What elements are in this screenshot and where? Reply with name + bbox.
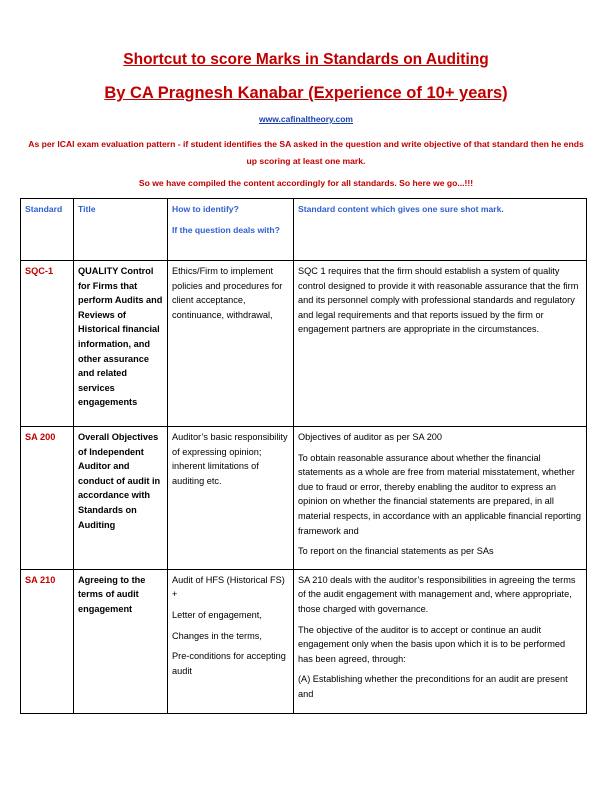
document-title: Shortcut to score Marks in Standards on Auditing bbox=[123, 51, 489, 68]
content-text: SA 210 deals with the auditor’s responsibilities in agreeing the terms of the audit engagement with management and, where appropriate, those charged with governance. bbox=[298, 574, 576, 614]
intro-text-2: So we have compiled the content accordingly for all standards. So here we go...!!! bbox=[138, 178, 474, 188]
table-row bbox=[21, 427, 587, 570]
content-text: (A) Establishing whether the preconditions for an audit are present and bbox=[298, 674, 568, 699]
identify-text: Audit of HFS (Historical FS) + bbox=[172, 574, 285, 600]
author-line: By CA Pragnesh Kanabar (Experience of 10+ years) bbox=[104, 84, 508, 102]
header-standard: Standard bbox=[21, 199, 74, 261]
header-content: Standard content which gives one sure shot mark. bbox=[294, 199, 587, 261]
content-text: To obtain reasonable assurance about whether the financial statements as a whole are free from material misstatement, whether due to fraud or error, thereby enabling the auditor to express an opinion on whether the financial statements are prepared, in all material respects, in accordance with an applicable financial reporting framework and bbox=[298, 452, 581, 536]
header-title: Title bbox=[74, 199, 168, 261]
header-identify-sub: If the question deals with? bbox=[172, 224, 280, 235]
content-text: The objective of the auditor is to accept or continue an audit engagement only when the basis upon which it is to be performed has been agreed, through: bbox=[298, 624, 566, 664]
standard-title: Agreeing to the terms of audit engagement bbox=[74, 569, 168, 713]
content-text: To report on the financial statements as per SAs bbox=[298, 546, 494, 557]
standard-code: SA 200 bbox=[21, 427, 74, 570]
header-identify-label: How to identify? bbox=[172, 204, 239, 214]
standard-code: SA 210 bbox=[21, 569, 74, 713]
content-text: Objectives of auditor as per SA 200 bbox=[298, 432, 443, 442]
identify-text: Changes in the terms, bbox=[172, 630, 262, 641]
identify-text: Ethics/Firm to implement policies and procedures for client acceptance, continuance, withdrawal, bbox=[172, 266, 283, 320]
standard-title: QUALITY Control for Firms that perform Audits and Reviews of Historical financial information, and other assurance and related services engagements bbox=[74, 261, 168, 427]
standard-code: SQC-1 bbox=[21, 261, 74, 427]
content-text: SQC 1 requires that the firm should establish a system of quality control designed to provide it with reasonable assurance that the firm and its personnel comply with professional standards and regulatory and legal requirements and that reports issued by the firm or engagement partners are appropriate in the circumstances. bbox=[298, 266, 579, 335]
identify-cell bbox=[168, 427, 294, 570]
intro-text: As per ICAI exam evaluation pattern - if student identifies the SA asked in the question and write objective of that standard then he ends up scoring at least one mark. bbox=[28, 139, 584, 166]
standard-title: Overall Objectives of Independent Auditor and conduct of audit in accordance with Standards on Auditing bbox=[74, 427, 168, 570]
content-cell bbox=[294, 261, 587, 427]
content-cell bbox=[294, 569, 587, 713]
table-row bbox=[21, 569, 587, 713]
standards-table bbox=[20, 198, 587, 714]
table-row bbox=[21, 261, 587, 427]
identify-cell bbox=[168, 261, 294, 427]
identify-text: Letter of engagement, bbox=[172, 609, 262, 620]
table-header-row bbox=[21, 199, 587, 261]
identify-cell bbox=[168, 569, 294, 713]
content-cell bbox=[294, 427, 587, 570]
website-link[interactable]: www.cafinaltheory.com bbox=[259, 114, 353, 124]
header-identify bbox=[168, 199, 294, 261]
identify-text: Auditor’s basic responsibility of expressing opinion; inherent limitations of auditing etc. bbox=[172, 432, 288, 486]
identify-text: Pre-conditions for accepting audit bbox=[172, 651, 286, 676]
